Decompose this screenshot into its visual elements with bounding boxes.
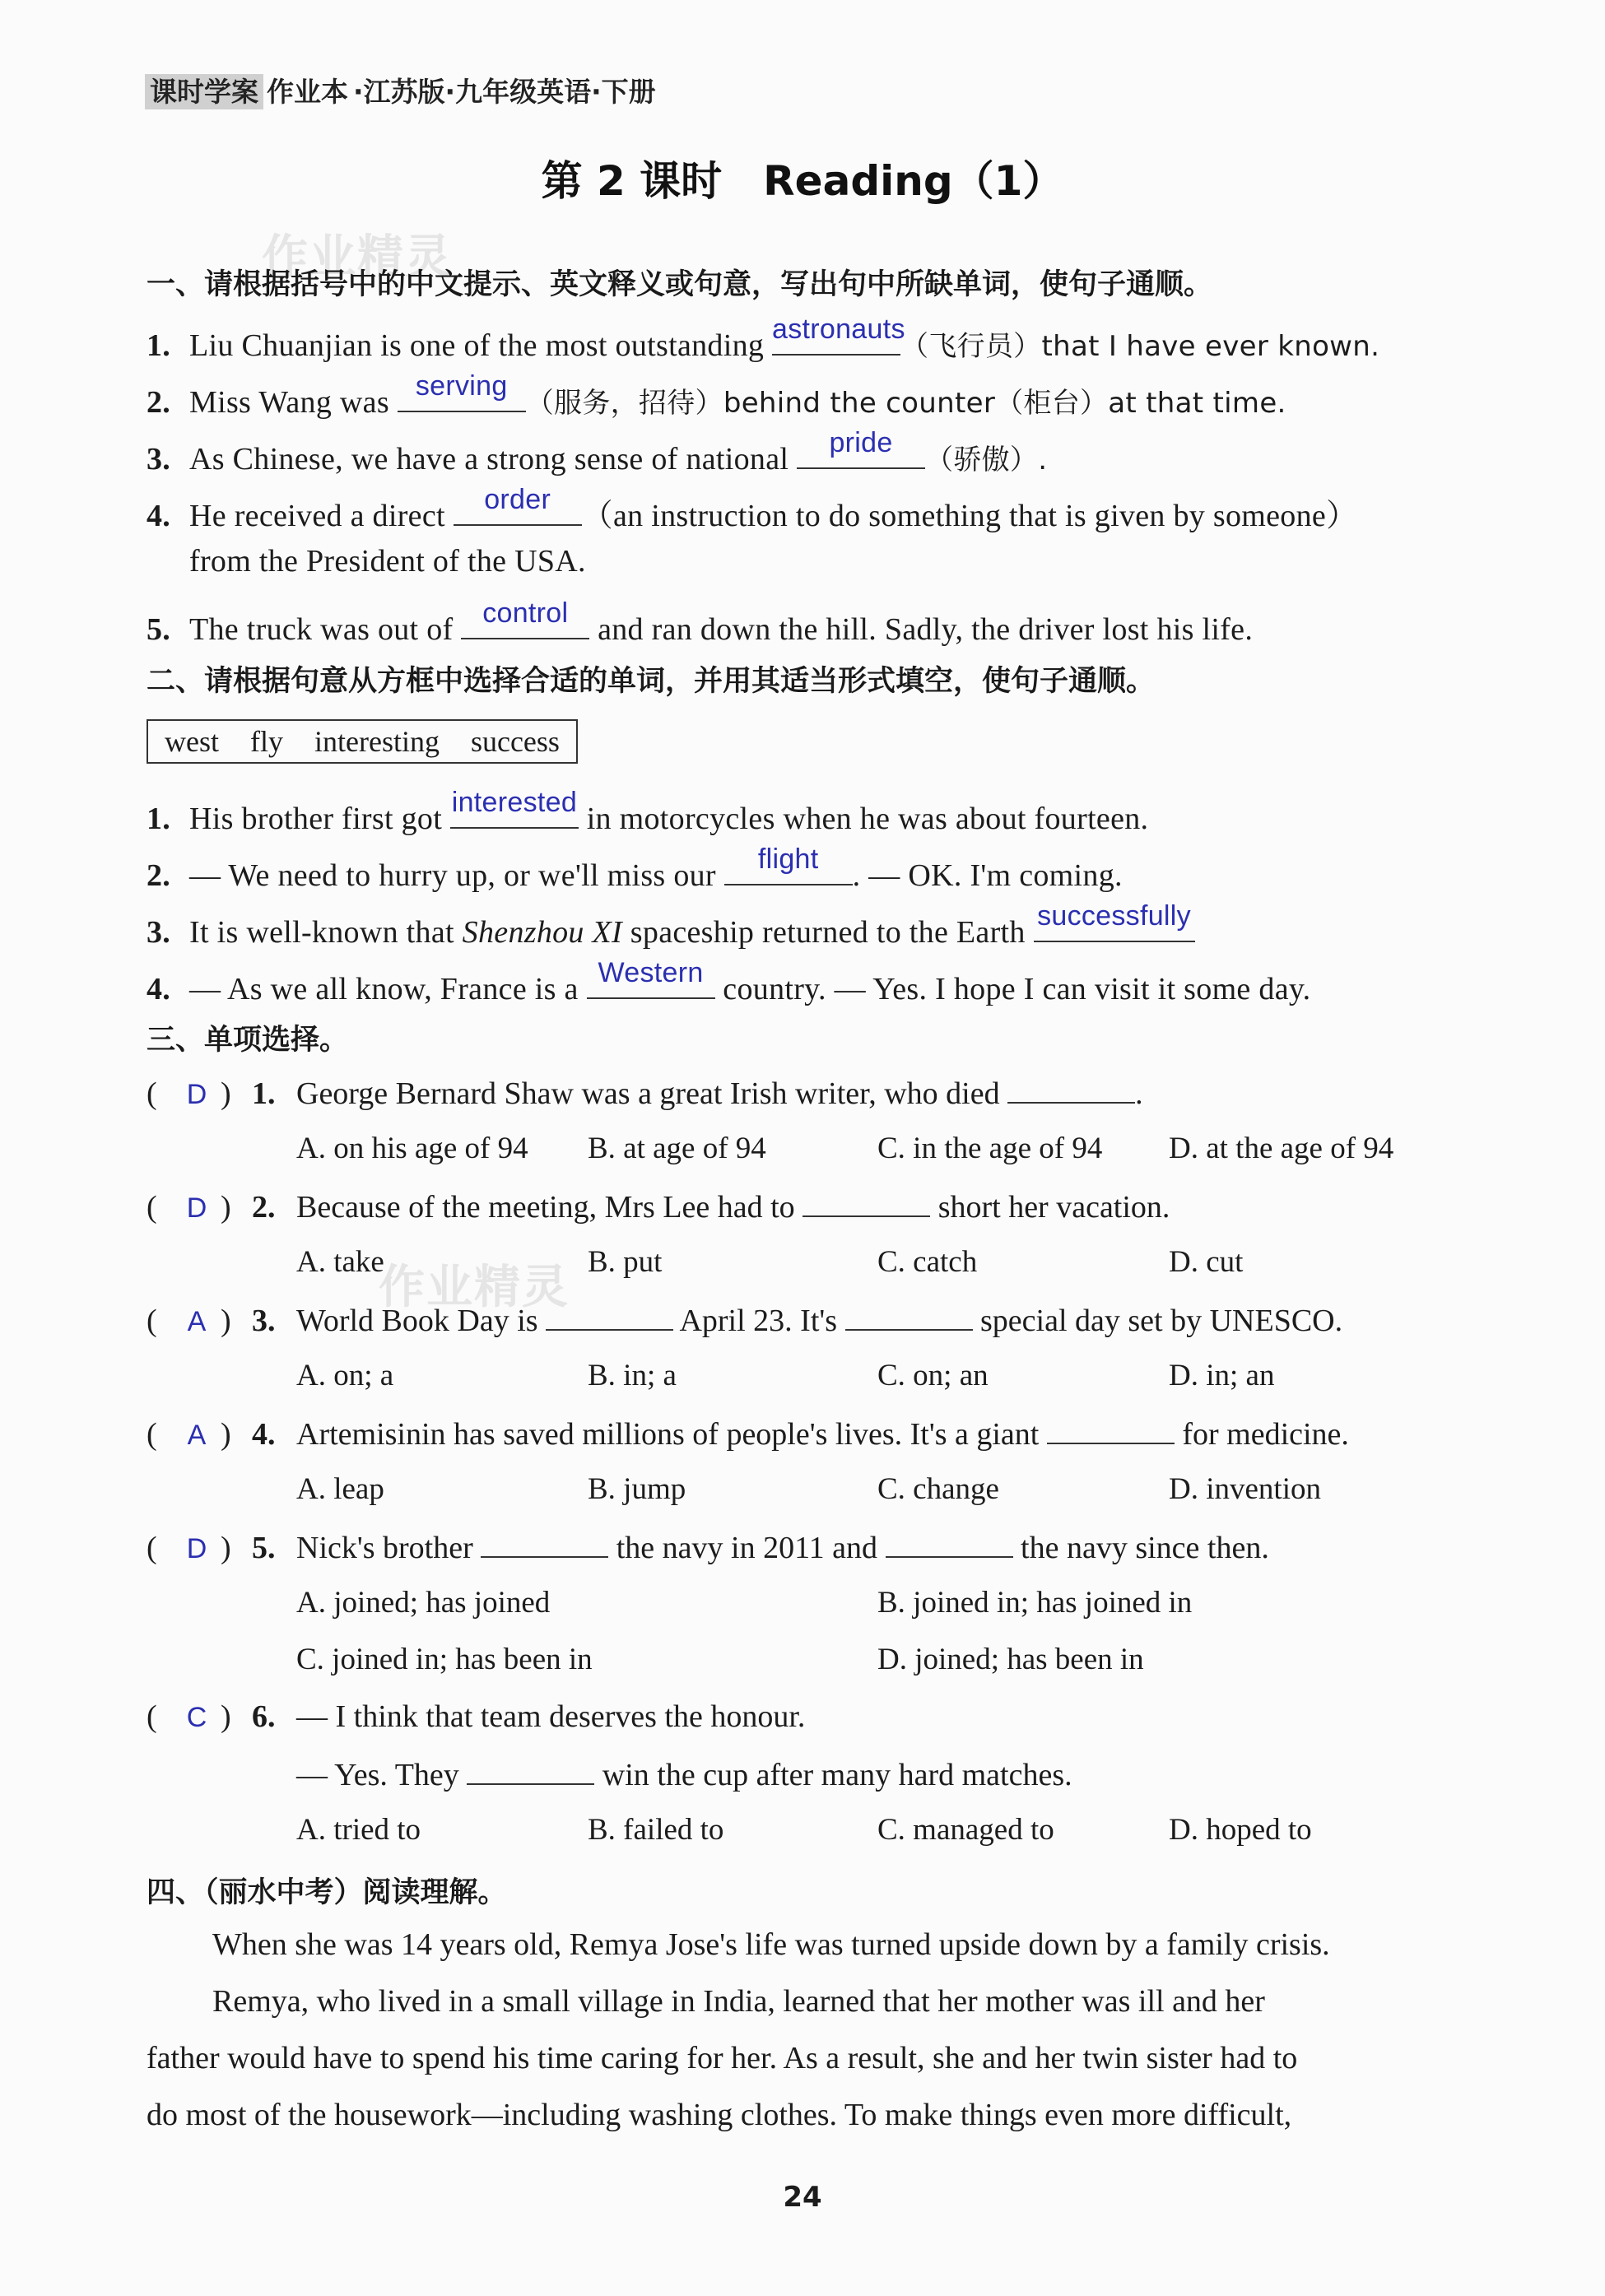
blank	[886, 1528, 1013, 1558]
option-b: B. joined in; has joined in	[877, 1586, 1193, 1620]
blank	[1047, 1415, 1175, 1444]
mcq-5: ( D ) 5. Nick's brother the navy in 2011 and the navy since then.	[147, 1528, 1269, 1566]
answer-blank: successfully	[1034, 903, 1195, 942]
option-d: D. hoped to	[1169, 1813, 1312, 1847]
book-label: 作业本	[267, 76, 348, 108]
mcq-answer: D	[186, 1192, 207, 1224]
s2-item-3: 3. It is well-known that Shenzhou XI spaceship returned to the Earth successfully	[147, 903, 1195, 950]
s1-item-5: 5. The truck was out of control and ran down the hill. Sadly, the driver lost his life.	[147, 597, 1254, 647]
section-1-heading: 一、请根据括号中的中文提示、英文释义或句意，写出句中所缺单词，使句子通顺。	[147, 268, 1213, 301]
watermark: 作业精灵	[379, 1261, 570, 1314]
option-b: B. failed to	[588, 1813, 724, 1847]
option-a: A. tried to	[296, 1813, 421, 1847]
blank	[845, 1301, 973, 1331]
option-c: C. change	[877, 1472, 999, 1506]
answer-blank: interested	[450, 789, 579, 829]
watermark: 作业精灵	[262, 230, 453, 284]
s1-item-1: 1. Liu Chuanjian is one of the most outstanding astronauts （飞行员）that I have ever known.	[147, 314, 1380, 363]
option-c: C. on; an	[877, 1359, 989, 1392]
option-a: A. leap	[296, 1472, 384, 1506]
mcq-answer: A	[187, 1306, 207, 1337]
mcq-4: ( A ) 4. Artemisinin has saved millions of people's lives. It's a giant for medicine.	[147, 1415, 1349, 1452]
option-a: A. on his age of 94	[296, 1132, 528, 1165]
lesson-topic: Reading（1）	[763, 157, 1064, 205]
blank	[467, 1755, 594, 1785]
option-d: D. at the age of 94	[1169, 1132, 1394, 1165]
mcq-answer: D	[186, 1079, 207, 1110]
option-d: D. invention	[1169, 1472, 1321, 1506]
mcq-6: ( C ) 6. — I think that team deserves the honour.	[147, 1699, 806, 1734]
word-box	[147, 719, 578, 764]
option-b: B. jump	[588, 1472, 686, 1506]
option-a: A. take	[296, 1245, 384, 1279]
word-option: interesting	[314, 725, 440, 758]
mcq-answer: C	[186, 1702, 207, 1733]
s1-item-4: 4. He received a direct order （an instruction to do something that is given by someone）	[147, 484, 1358, 533]
mcq-1: ( D ) 1. George Bernard Shaw was a great Irish writer, who died .	[147, 1074, 1143, 1112]
passage-line: When she was 14 years old, Remya Jose's life was turned upside down by a family crisis.	[212, 1927, 1330, 1962]
blank	[802, 1188, 930, 1217]
option-d: D. cut	[1169, 1245, 1244, 1279]
blank	[481, 1528, 608, 1558]
option-c: C. managed to	[877, 1813, 1054, 1847]
option-c: C. in the age of 94	[877, 1132, 1103, 1165]
option-d: D. joined; has been in	[877, 1643, 1144, 1676]
passage-line: do most of the housework—including washing clothes. To make things even more difficult,	[147, 2098, 1292, 2132]
mcq-answer: D	[186, 1533, 207, 1564]
answer-blank: serving	[398, 373, 526, 412]
section-4-heading: 四、（丽水中考）阅读理解。	[147, 1876, 507, 1909]
book-header	[145, 71, 656, 109]
answer-blank: control	[461, 600, 589, 639]
mcq-6-reply: — Yes. They win the cup after many hard matches.	[296, 1755, 1072, 1793]
s2-item-4: 4. — As we all know, France is a Western country. — Yes. I hope I can visit it some day.	[147, 957, 1311, 1006]
answer-blank: pride	[797, 430, 925, 469]
answer-blank: astronauts	[772, 316, 900, 356]
word-option: fly	[250, 725, 283, 758]
answer-blank: Western	[587, 960, 715, 999]
option-c: C. joined in; has been in	[296, 1643, 593, 1676]
option-b: B. in; a	[588, 1359, 677, 1392]
page-number: 24	[783, 2181, 822, 2214]
s1-item-4-continued: from the President of the USA.	[189, 544, 586, 579]
blank	[1007, 1074, 1135, 1104]
option-b: B. put	[588, 1245, 663, 1279]
blank	[546, 1301, 673, 1331]
answer-blank: flight	[724, 846, 853, 885]
option-b: B. at age of 94	[588, 1132, 766, 1165]
s1-item-2: 2. Miss Wang was serving （服务，招待）behind the counter（柜台）at that time.	[147, 370, 1286, 420]
edition-label: ·江苏版·九年级英语·下册	[353, 76, 656, 108]
s1-item-3: 3. As Chinese, we have a strong sense of national pride （骄傲）.	[147, 427, 1048, 476]
s2-item-2: 2. — We need to hurry up, or we'll miss our flight . — OK. I'm coming.	[147, 844, 1123, 893]
mcq-2: ( D ) 2. Because of the meeting, Mrs Lee had to short her vacation.	[147, 1188, 1170, 1225]
option-a: A. on; a	[296, 1359, 394, 1392]
brand-label: 课时学案	[145, 74, 263, 109]
section-3-heading: 三、单项选择。	[147, 1024, 349, 1057]
word-option: west	[165, 725, 219, 758]
answer-blank: order	[454, 486, 582, 526]
page-title	[0, 148, 1605, 207]
option-a: A. joined; has joined	[296, 1586, 551, 1620]
option-d: D. in; an	[1169, 1359, 1275, 1392]
passage-line: father would have to spend his time caring for her. As a result, she and her twin sister had to	[147, 2041, 1298, 2075]
mcq-3: ( A ) 3. World Book Day is April 23. It's special day set by UNESCO.	[147, 1301, 1342, 1339]
option-c: C. catch	[877, 1245, 978, 1279]
section-2-heading: 二、请根据句意从方框中选择合适的单词，并用其适当形式填空，使句子通顺。	[147, 665, 1156, 698]
lesson-number: 第 2 课时	[541, 157, 723, 205]
passage-line: Remya, who lived in a small village in India, learned that her mother was ill and her	[212, 1984, 1265, 2019]
mcq-answer: A	[187, 1420, 207, 1451]
word-option: success	[470, 725, 560, 758]
s2-item-1: 1. His brother first got interested in motorcycles when he was about fourteen.	[147, 787, 1149, 836]
